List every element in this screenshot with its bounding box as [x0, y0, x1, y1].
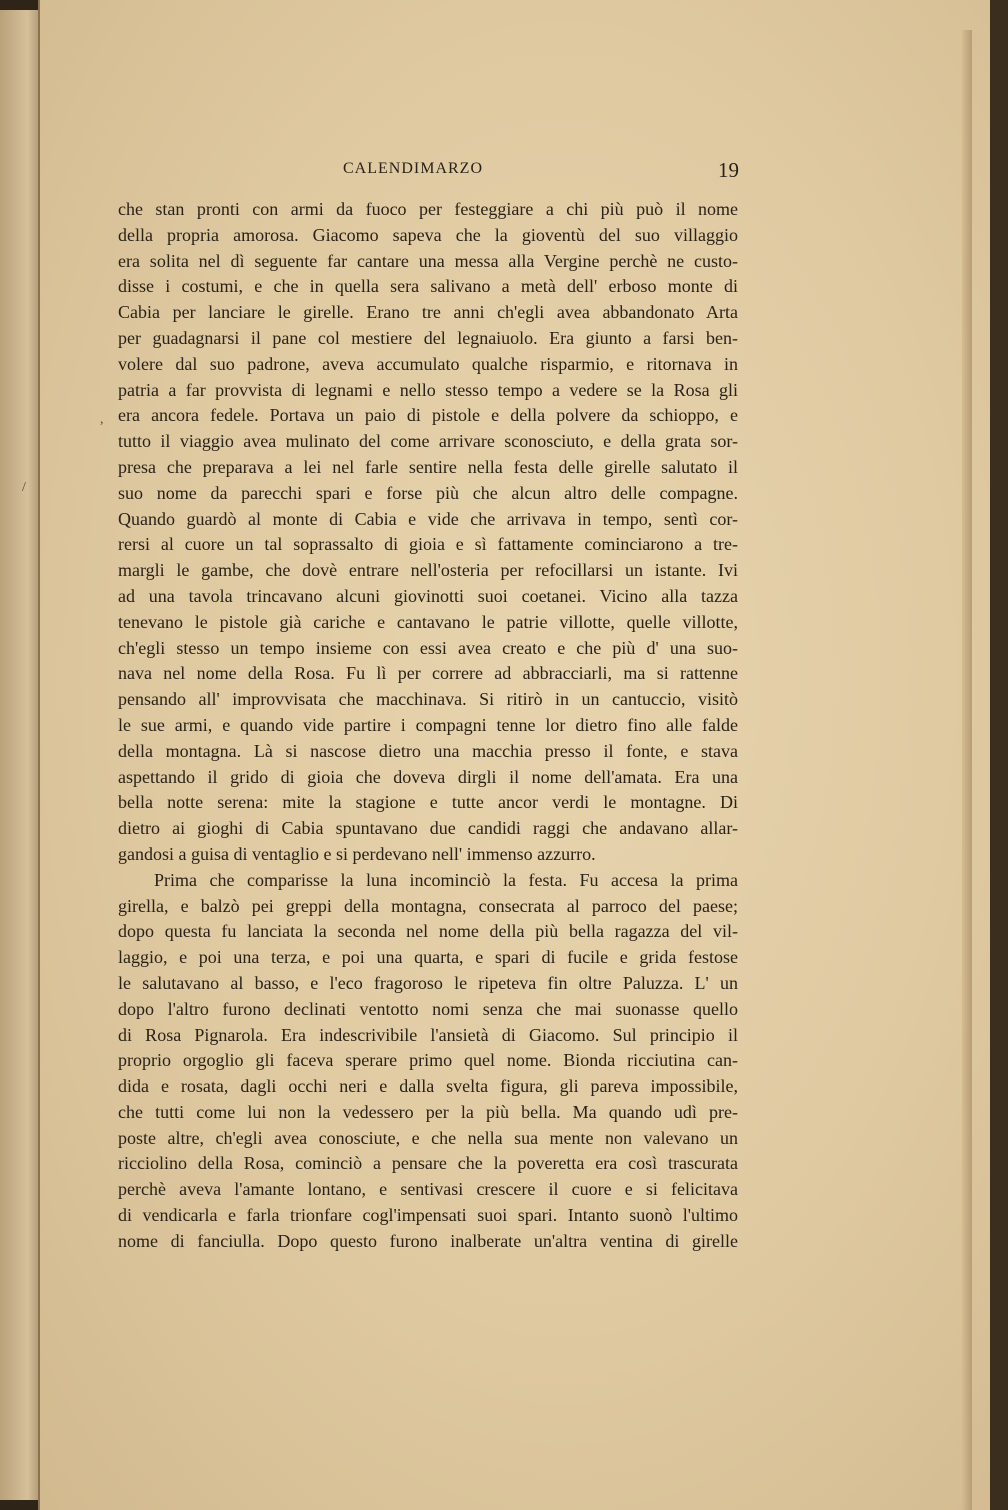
- text-line: Cabia per lanciare le girelle. Erano tre anni ch'egli avea abbandonato Arta: [118, 302, 738, 323]
- text-line: pensando all' improvvisata che macchinava. Si ritirò in un cantuccio, visitò: [118, 689, 738, 710]
- text-line: bella notte serena: mite la stagione e tutte ancor verdi le montagne. Di: [118, 792, 738, 813]
- text-line: perchè aveva l'amante lontano, e sentivasi crescere il cuore e si felicitava: [118, 1179, 738, 1200]
- text-line: era ancora fedele. Portava un paio di pistole e della polvere da schioppo, e: [118, 405, 738, 426]
- text-line: presa che preparava a lei nel farle sentire nella festa delle girelle salutato il: [118, 456, 738, 477]
- body-text: [118, 197, 738, 1255]
- text-line: era solita nel dì seguente far cantare una messa alla Vergine perchè ne custo-: [118, 250, 738, 271]
- text-line: dopo questa fu lanciata la seconda nel nome della più bella ragazza del vil-: [118, 921, 738, 942]
- text-line: proprio orgoglio gli faceva sperare primo quel nome. Bionda ricciutina can-: [118, 1050, 738, 1071]
- page-number: 19: [718, 158, 739, 182]
- text-line: Prima che comparisse la luna incominciò la festa. Fu accesa la prima: [154, 869, 738, 890]
- page-edge-shadow: [962, 30, 972, 1510]
- text-line: di vendicarla e farla trionfare cogl'impensati suoi spari. Intanto suonò l'ultimo: [118, 1205, 738, 1226]
- text-line: nome di fanciulla. Dopo questo furono inalberate un'altra ventina di girelle: [118, 1230, 738, 1251]
- text-line: rersi al cuore un tal soprassalto di gioia e sì fattamente cominciarono a tre-: [118, 534, 738, 555]
- text-line: le salutavano al basso, e l'eco fragoroso le ripeteva fin oltre Paluzza. L' un: [118, 972, 738, 993]
- margin-mark: ,: [100, 412, 104, 427]
- text-line: margli le gambe, che dovè entrare nell'osteria per refocillarsi un istante. Ivi: [118, 560, 738, 581]
- text-line: per guadagnarsi il pane col mestiere del legnaiuolo. Era giunto a farsi ben-: [118, 327, 738, 348]
- text-line: ad una tavola trincavano alcuni giovinotti suoi coetanei. Vicino alla tazza: [118, 585, 738, 606]
- text-line: della montagna. Là si nascose dietro una macchia presso il fonte, e stava: [118, 740, 738, 761]
- paragraph: [118, 868, 738, 1255]
- text-line: patria a far provvista di legnami e nello stesso tempo a vedere se la Rosa gli: [118, 379, 738, 400]
- text-line: di Rosa Pignarola. Era indescrivibile l'ansietà di Giacomo. Sul principio il: [118, 1024, 738, 1045]
- text-line: dietro ai gioghi di Cabia spuntavano due candidi raggi che andavano allar-: [118, 818, 738, 839]
- text-line: che stan pronti con armi da fuoco per festeggiare a chi più può il nome: [118, 199, 738, 219]
- text-line: aspettando il grido di gioia che doveva dirgli il nome dell'amata. Era una: [118, 766, 738, 787]
- running-head: CALENDIMARZO: [343, 160, 483, 177]
- text-line: tenevano le pistole già cariche e cantavano le patrie villotte, quelle villotte,: [118, 611, 738, 632]
- text-line: ricciolino della Rosa, cominciò a pensare che la poveretta era così trascurata: [118, 1153, 738, 1174]
- text-line: dida e rosata, dagli occhi neri e dalla svelta figura, gli pareva impossibile,: [118, 1076, 738, 1097]
- text-line: suo nome da parecchi spari e forse più che alcun altro delle compagne.: [118, 482, 738, 503]
- text-line: gandosi a guisa di ventaglio e si perdevano nell' immenso azzurro.: [118, 843, 596, 864]
- text-line: girella, e balzò pei greppi della montagna, consecrata al parroco del paese;: [118, 895, 738, 916]
- text-line: Quando guardò al monte di Cabia e vide che arrivava in tempo, sentì cor-: [118, 508, 738, 529]
- text-line: disse i costumi, e che in quella sera salivano a metà dell' erboso monte di: [118, 276, 738, 297]
- paragraph: [118, 197, 738, 868]
- text-line: nava nel nome della Rosa. Fu lì per correre ad abbracciarli, ma si rattenne: [118, 663, 738, 684]
- margin-mark: /: [22, 480, 26, 495]
- text-line: dopo l'altro furono declinati ventotto nomi senza che mai suonasse quello: [118, 998, 738, 1019]
- text-line: laggio, e poi una terza, e poi una quarta, e spari di fucile e grida festose: [118, 947, 738, 968]
- text-line: ch'egli stesso un tempo insieme con essi avea creato e che più d' una suo-: [118, 637, 738, 658]
- text-line: volere dal suo padrone, aveva accumulato qualche risparmio, e ritornava in: [118, 353, 738, 374]
- text-line: tutto il viaggio avea mulinato del come arrivare sconosciuto, e della grata sor-: [118, 431, 738, 452]
- text-line: poste altre, ch'egli avea conosciute, e che nella sua mente non valevano un: [118, 1127, 738, 1148]
- text-line: che tutti come lui non la vedessero per la più bella. Ma quando udì pre-: [118, 1101, 738, 1122]
- text-line: le sue armi, e quando vide partire i compagni tenne lor dietro fino alle falde: [118, 714, 738, 735]
- text-line: della propria amorosa. Giacomo sapeva che la gioventù del suo villaggio: [118, 224, 738, 245]
